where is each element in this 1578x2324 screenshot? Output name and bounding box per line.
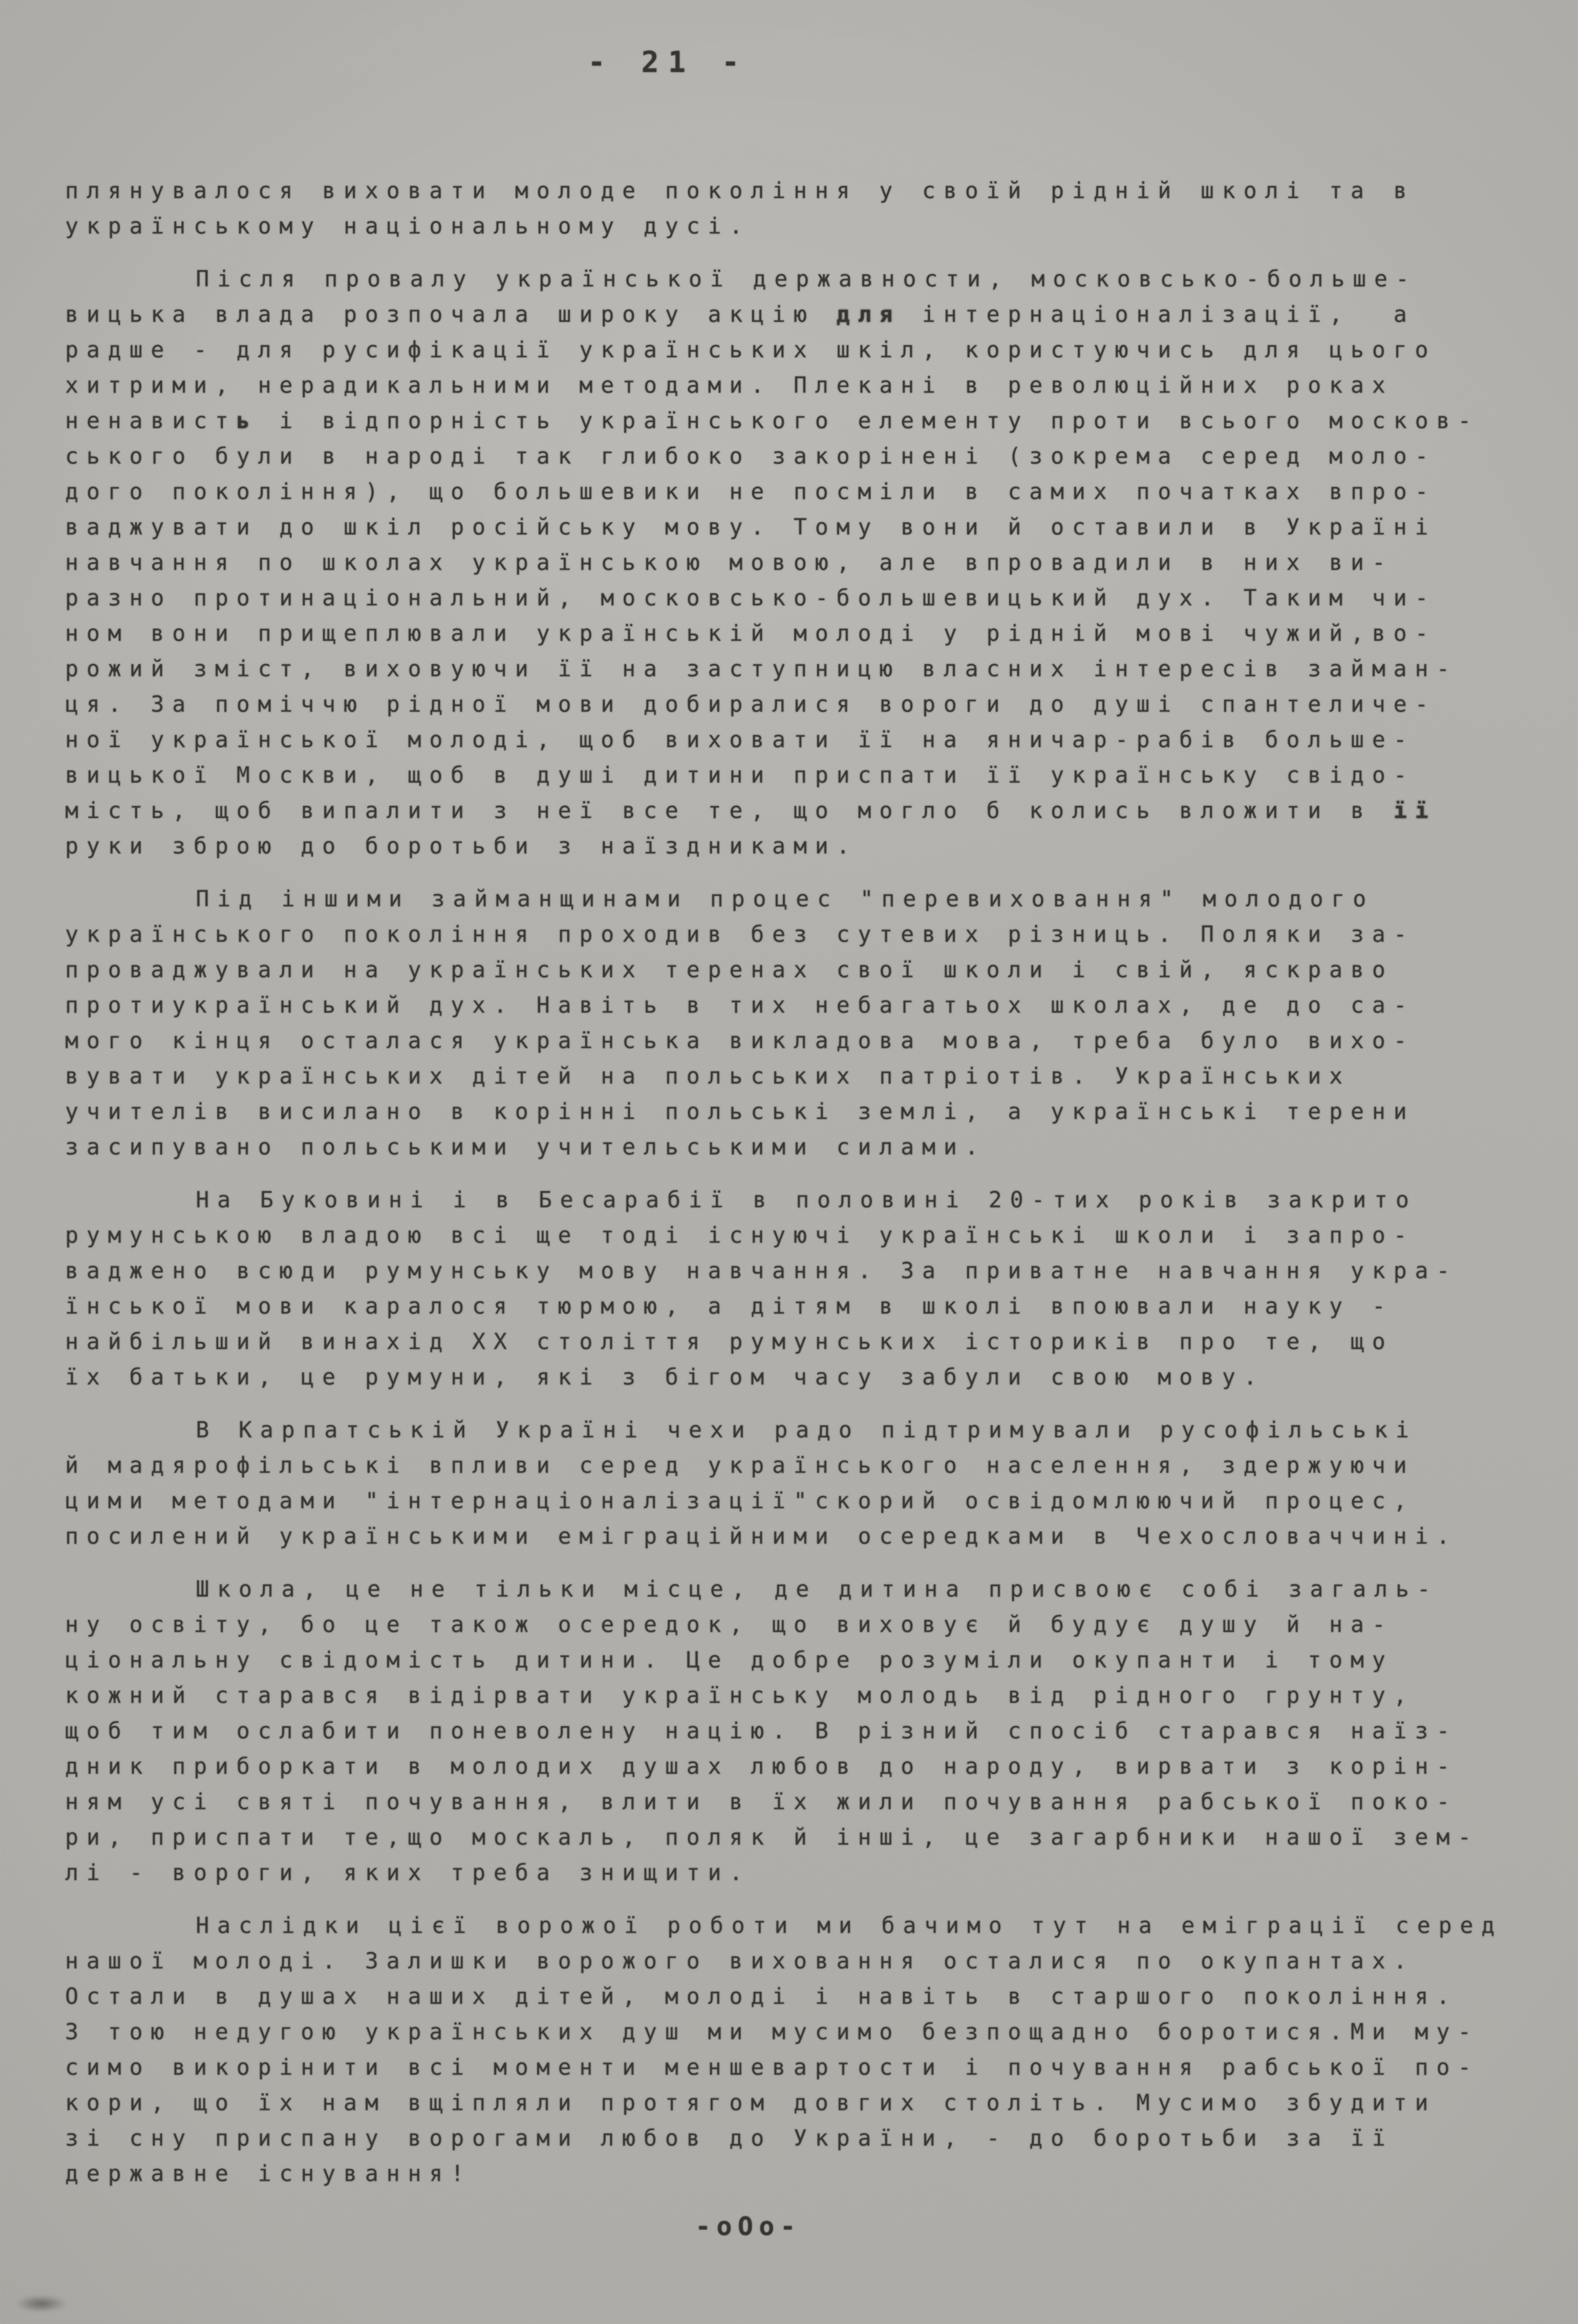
text-line: протиукраїнський дух. Навіть в тих небагатьох школах, де до са- [65,992,1415,1018]
text-line: учителів висилано в корінні польські землі, а українські терени [65,1099,1415,1124]
paragraph [65,881,1543,1165]
text-line: рожий зміст, виховуючи її на заступницю власних інтересів займан- [65,656,1458,682]
text-line: державне існування! [65,2161,472,2186]
text-line: ваджувати до шкіл російську мову. Тому вони й оставили в Україні [65,514,1437,540]
paragraph [65,1572,1543,1891]
text-line: В Карпатській Україні чехи радо підтримували русофільські [196,1417,1418,1443]
text-line: Наслідки цієї ворожої роботи ми бачимо тут на еміграції серед [196,1913,1503,1938]
text-line: ця. За поміччю рідної мови добиралися вороги до душі спантеличе- [65,691,1437,717]
text-line: зі сну приспану ворогами любов до України, - до боротьби за її [65,2125,1394,2151]
text-line: вувати українських дітей на польських патріотів. Українських [65,1063,1351,1089]
text-line: й мадярофільські впливи серед українського населення, здержуючи [65,1452,1415,1478]
text-line: З тою недугою українських душ ми мусимо безпощадно боротися.Ми му- [65,2019,1479,2045]
document-body [65,173,1543,2192]
text-line: проваджували на українських теренах свої школи і свій, яскраво [65,957,1394,982]
paragraph [65,173,1543,244]
paragraph [65,1412,1543,1554]
text-line: хитрими, нерадикальними методами. Плекані в революційних роках [65,372,1394,398]
text-line: ної української молоді, щоб виховати її на яничар-рабів больше- [65,727,1415,752]
text-line: вицька влада розпочала широку акцію для інтернаціоналізації, а [65,302,1415,327]
text-line: ського були в народі так глибоко закорінені (зокрема серед моло- [65,443,1437,469]
text-line: ри, приспати те,що москаль, поляк й інші, це загарбники нашої зем- [65,1824,1479,1850]
text-line: ням усі святі почування, влити в їх жили почування рабської поко- [65,1789,1458,1814]
text-line: лі - вороги, яких треба знищити. [65,1860,751,1885]
text-line: ном вони прищеплювали українській молоді у рідній мові чужий,во- [65,621,1437,646]
text-line: ну освіту, бо це також осередок, що виховує й будує душу й на- [65,1612,1394,1637]
text-line: ненависть і відпорність українського елементу проти всього москов- [65,408,1479,433]
text-line: мість, щоб випалити з неї все те, що могло б колись вложити в її [65,798,1437,823]
text-line: цими методами "інтернаціоналізації"скорий освідомлюючий процес, [65,1488,1415,1514]
paragraph [65,1908,1543,2192]
paper-smudge [15,2295,67,2312]
text-line: вицької Москви, щоб в душі дитини приспати її українську свідо- [65,762,1415,788]
text-line: засипувано польськими учительськими силами. [65,1134,987,1160]
text-line: їнської мови каралося тюрмою, а дітям в школі впоювали науку - [65,1293,1394,1319]
text-line: радше - для русифікації українських шкіл, користуючись для цього [65,337,1437,363]
text-line: румунською владою всі ще тоді існуючі українські школи і запро- [65,1222,1415,1248]
page-number: - 21 - [587,45,749,79]
paragraph [65,261,1543,864]
text-line: На Буковині і в Бесарабії в половині 20-тих років закрито [196,1187,1418,1213]
text-line: дого покоління), що большевики не посміли в самих початках впро- [65,479,1437,504]
text-line: найбільший винахід ХХ століття румунських істориків про те, що [65,1329,1394,1354]
text-line: нашої молоді. Залишки ворожого виховання осталися по окупантах. [65,1948,1415,1974]
text-line: руки зброю до боротьби з наїздниками. [65,833,858,859]
text-line: разно протинаціональний, московсько-большевицький дух. Таким чи- [65,585,1437,611]
page-header [0,0,1578,94]
text-line: Під іншими займанщинами процес "перевиховання" молодого [196,886,1375,912]
text-line: кори, що їх нам вщіпляли протягом довгих століть. Мусимо збудити [65,2090,1437,2115]
text-line: дник приборкати в молодих душах любов до народу, вирвати з корін- [65,1753,1458,1779]
paragraph [65,1182,1543,1395]
text-line: ваджено всюди румунську мову навчання. За приватне навчання укра- [65,1258,1458,1283]
text-line: українському національному дусі. [65,213,751,239]
text-line: посилений українськими еміграційними осередками в Чехословаччині. [65,1523,1458,1549]
text-line: Школа, це не тільки місце, де дитина присвоює собі загаль- [196,1576,1439,1602]
text-line: українського покоління проходив без сутевих різниць. Поляки за- [65,921,1415,947]
text-line: навчання по школах українською мовою, але впровадили в них ви- [65,550,1394,575]
text-line: кожний старався відірвати українську молодь від рідного грунту, [65,1683,1415,1708]
text-line: їх батьки, це румуни, які з бігом часу забули свою мову. [65,1364,1265,1390]
text-line: плянувалося виховати молоде покоління у своїй рідній школі та в [65,178,1415,203]
text-line: мого кінця осталася українська викладова мова, треба було вихо- [65,1028,1415,1053]
page-footer [0,2209,1578,2244]
text-line: Після провалу української державности, московсько-больше- [196,266,1418,292]
text-line: симо викорінити всі моменти меншевартости і почування рабської по- [65,2054,1479,2080]
text-line: ціональну свідомість дитини. Це добре розуміли окупанти і тому [65,1647,1394,1673]
text-line: Остали в душах наших дітей, молоді і навіть в старшого покоління. [65,1984,1458,2009]
end-ornament: -оОо- [695,2212,802,2241]
text-line: щоб тим ослабити поневолену націю. В різний спосіб старався наїз- [65,1718,1458,1744]
